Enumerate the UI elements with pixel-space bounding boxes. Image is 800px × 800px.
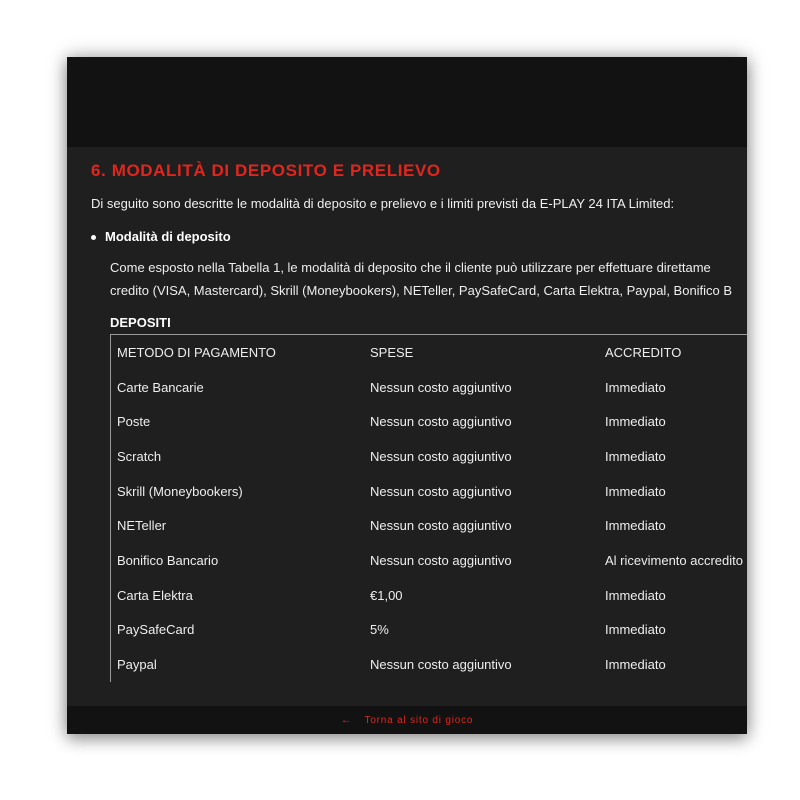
table-row (111, 508, 747, 543)
section-intro: Di seguito sono descritte le modalità di deposito e prelievo e i limiti previsti da E-PLAY 24 ITA Limited: (91, 196, 675, 211)
fee-cell: Nessun costo aggiuntivo (370, 379, 512, 395)
paragraph-line: Come esposto nella Tabella 1, le modalità di deposito che il cliente può utilizzare per effettuare direttame (110, 260, 711, 275)
credit-cell: Immediato (605, 518, 666, 534)
column-header: METODO DI PAGAMENTO (117, 344, 276, 360)
column-header: ACCREDITO (605, 344, 682, 360)
table-title: DEPOSITI (110, 315, 171, 330)
table-row (111, 370, 747, 405)
paragraph-line: credito (VISA, Mastercard), Skrill (Moneybookers), NETeller, PaySafeCard, Carta Elektra, Paypal, Bonifico B (110, 283, 733, 298)
table-row (111, 578, 747, 613)
column-header: SPESE (370, 344, 414, 360)
credit-cell: Immediato (605, 379, 666, 395)
table-row (111, 543, 747, 578)
fee-cell: Nessun costo aggiuntivo (370, 657, 512, 673)
fee-cell: Nessun costo aggiuntivo (370, 448, 512, 464)
footer-bar (67, 706, 747, 734)
fee-cell: €1,00 (370, 587, 403, 603)
fee-cell: Nessun costo aggiuntivo (370, 552, 512, 568)
credit-cell: Immediato (605, 657, 666, 673)
table-row (111, 439, 747, 474)
method-cell: PaySafeCard (117, 622, 195, 638)
table-header-row (111, 335, 747, 370)
table-row (111, 647, 747, 682)
bullet-icon (91, 235, 96, 240)
credit-cell: Al ricevimento accredito (605, 552, 743, 568)
deposit-paragraph (110, 256, 747, 302)
fee-cell: 5% (370, 622, 389, 638)
deposit-bullet (91, 228, 747, 246)
credit-cell: Immediato (605, 448, 666, 464)
fee-cell: Nessun costo aggiuntivo (370, 518, 512, 534)
credit-cell: Immediato (605, 622, 666, 638)
method-cell: NETeller (117, 518, 167, 534)
method-cell: Poste (117, 414, 151, 430)
back-to-site-label: Torna al sito di gioco (364, 714, 474, 726)
method-cell: Carte Bancarie (117, 379, 204, 395)
back-to-site-link[interactable] (341, 714, 474, 726)
credit-cell: Immediato (605, 587, 666, 603)
top-bar (67, 57, 747, 147)
section-title: 6. MODALITÀ DI DEPOSITO E PRELIEVO (91, 161, 441, 180)
fee-cell: Nessun costo aggiuntivo (370, 483, 512, 499)
deposits-table (110, 334, 747, 682)
method-cell: Bonifico Bancario (117, 552, 219, 568)
credit-cell: Immediato (605, 483, 666, 499)
content-area (91, 161, 747, 682)
credit-cell: Immediato (605, 414, 666, 430)
table-row (111, 404, 747, 439)
method-cell: Scratch (117, 448, 162, 464)
fee-cell: Nessun costo aggiuntivo (370, 414, 512, 430)
method-cell: Paypal (117, 657, 157, 673)
table-row (111, 474, 747, 509)
document-frame (67, 57, 747, 734)
method-cell: Carta Elektra (117, 587, 193, 603)
arrow-left-icon: ← (340, 714, 353, 726)
deposit-heading: Modalità di deposito (105, 229, 231, 244)
table-row (111, 613, 747, 648)
method-cell: Skrill (Moneybookers) (117, 483, 243, 499)
